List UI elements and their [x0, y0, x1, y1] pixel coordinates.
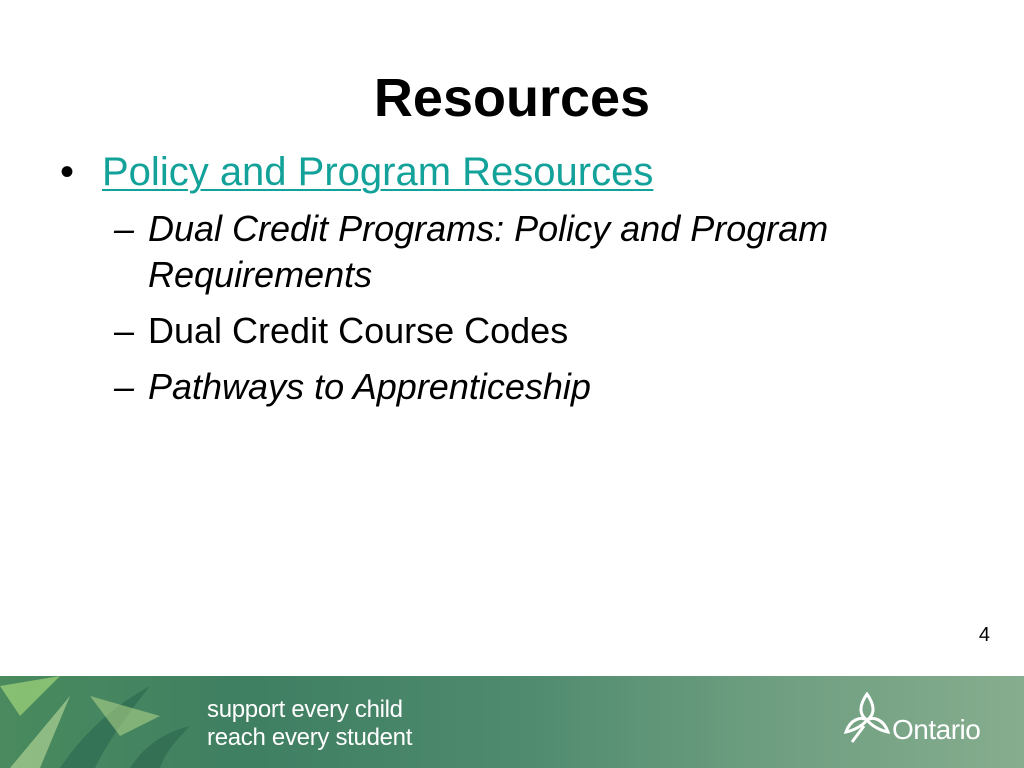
bullet-icon: • [60, 150, 75, 194]
slogan-line: support every child [207, 696, 403, 723]
sub-item-text: Pathways to Apprenticeship [148, 366, 591, 407]
slide-title: Resources [373, 68, 651, 128]
sub-item-text: Dual Credit Programs: Policy and Program Requirements [148, 208, 829, 295]
slide-content [60, 144, 960, 410]
trillium-icon [842, 692, 892, 746]
slogan-line: reach every student [207, 724, 413, 751]
policy-program-resources-link[interactable]: Policy and Program Resources [102, 150, 654, 194]
bullet-item [60, 144, 960, 200]
leaf-decoration-icon [0, 676, 200, 768]
dash-icon: – [114, 310, 135, 351]
page-number: 4 [978, 624, 990, 646]
dash-icon: – [114, 366, 135, 407]
sub-item [60, 206, 960, 298]
dash-icon: – [114, 208, 135, 249]
ontario-logo-text: Ontario [892, 714, 981, 745]
sub-item [60, 308, 960, 354]
sub-item-text: Dual Credit Course Codes [148, 310, 569, 351]
sub-item [60, 364, 960, 410]
slogan [207, 696, 412, 752]
footer-band [0, 676, 1024, 768]
